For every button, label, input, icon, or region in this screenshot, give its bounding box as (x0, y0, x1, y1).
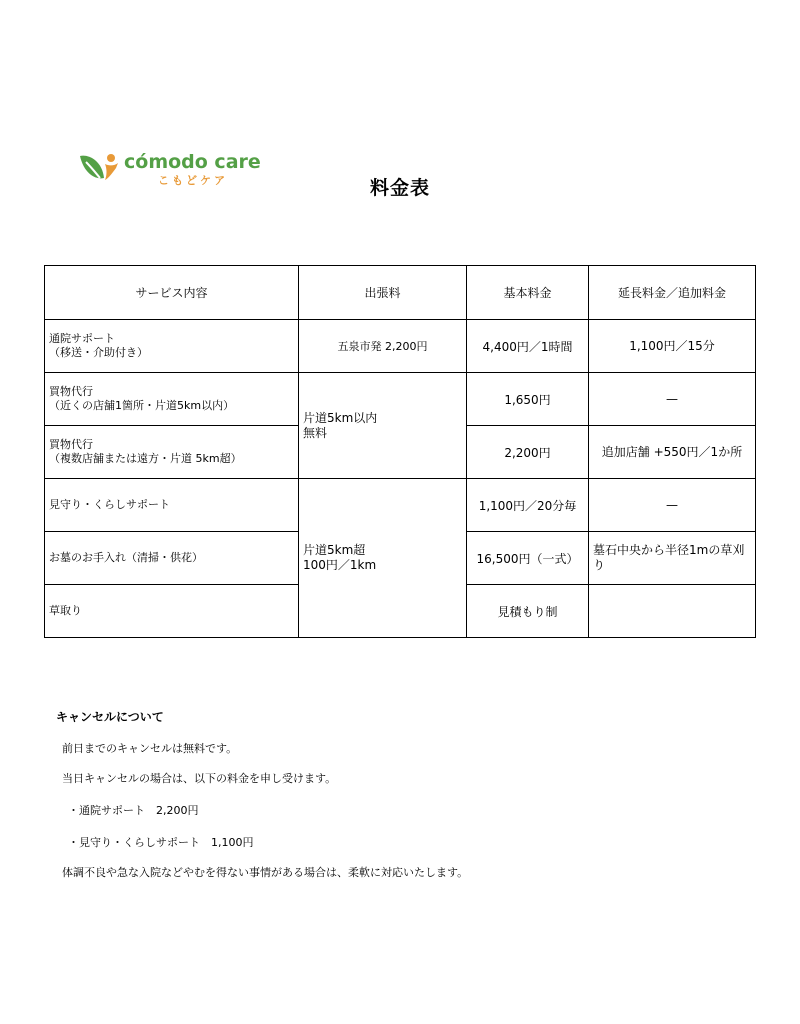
logo-wordmark: cómodo care (124, 151, 261, 173)
base-fee-cell: 16,500円（一式） (467, 532, 589, 585)
base-fee-cell: 1,100円／20分毎 (467, 479, 589, 532)
header-base-fee: 基本料金 (467, 266, 589, 320)
trip-fee-group-cell (299, 373, 467, 479)
service-cell (45, 532, 299, 585)
service-cell (45, 426, 299, 479)
trip-fee-group-cell (299, 479, 467, 638)
trip-fee-condition: 片道5km以内 (303, 410, 378, 425)
trip-fee-amount: 無料 (303, 425, 328, 440)
cancel-policy-line: 体調不良や急な入院などやむを得ない事情がある場合は、柔軟に対応いたします。 (62, 866, 469, 879)
service-detail: （複数店舗または遠方・片道 5km超） (49, 452, 242, 465)
cancel-policy-heading: キャンセルについて (56, 710, 164, 724)
header-trip-fee: 出張料 (299, 266, 467, 320)
service-cell (45, 373, 299, 426)
header-service: サービス内容 (45, 266, 299, 320)
base-fee-cell: 見積もり制 (467, 585, 589, 638)
service-name: 買物代行 (49, 385, 93, 398)
base-fee-cell: 1,650円 (467, 373, 589, 426)
service-detail: （移送・介助付き） (49, 346, 148, 359)
service-name: 草取り (49, 604, 82, 617)
cancel-policy-line: ・見守り・くらしサポート 1,100円 (68, 836, 254, 849)
table-row (45, 479, 756, 532)
service-name: お墓のお手入れ（清掃・供花） (49, 551, 203, 564)
table-row (45, 373, 756, 426)
service-cell (45, 479, 299, 532)
cancel-policy-line: 前日までのキャンセルは無料です。 (62, 742, 238, 755)
service-name: 通院サポート (49, 332, 115, 345)
service-detail: （近くの店舗1箇所・片道5km以内） (49, 399, 235, 412)
extra-fee-cell: 追加店舗 +550円／1か所 (589, 426, 756, 479)
extra-fee-cell: — (589, 373, 756, 426)
service-name: 見守り・くらしサポート (49, 498, 170, 511)
base-fee-cell: 4,400円／1時間 (467, 320, 589, 373)
table-header-row (45, 266, 756, 320)
logo-kana: こもどケア (158, 174, 228, 187)
base-fee-cell: 2,200円 (467, 426, 589, 479)
trip-fee-cell: 五泉市発 2,200円 (299, 320, 467, 373)
trip-fee-amount: 100円／1km (303, 558, 377, 572)
service-cell (45, 585, 299, 638)
trip-fee-condition: 片道5km超 (303, 543, 366, 557)
header-extra-fee: 延長料金／追加料金 (589, 266, 756, 320)
table-row (45, 320, 756, 373)
cancel-policy-line: ・通院サポート 2,200円 (68, 804, 199, 817)
extra-fee-cell: 墓石中央から半径1mの草刈り (589, 532, 756, 585)
extra-fee-cell: — (589, 479, 756, 532)
extra-fee-cell: 1,100円／15分 (589, 320, 756, 373)
extra-fee-cell (589, 585, 756, 638)
service-cell (45, 320, 299, 373)
page-title: 料金表 (369, 177, 430, 199)
price-table (44, 265, 756, 638)
service-name: 買物代行 (49, 438, 93, 451)
cancel-policy-line: 当日キャンセルの場合は、以下の料金を申し受けます。 (62, 772, 337, 785)
